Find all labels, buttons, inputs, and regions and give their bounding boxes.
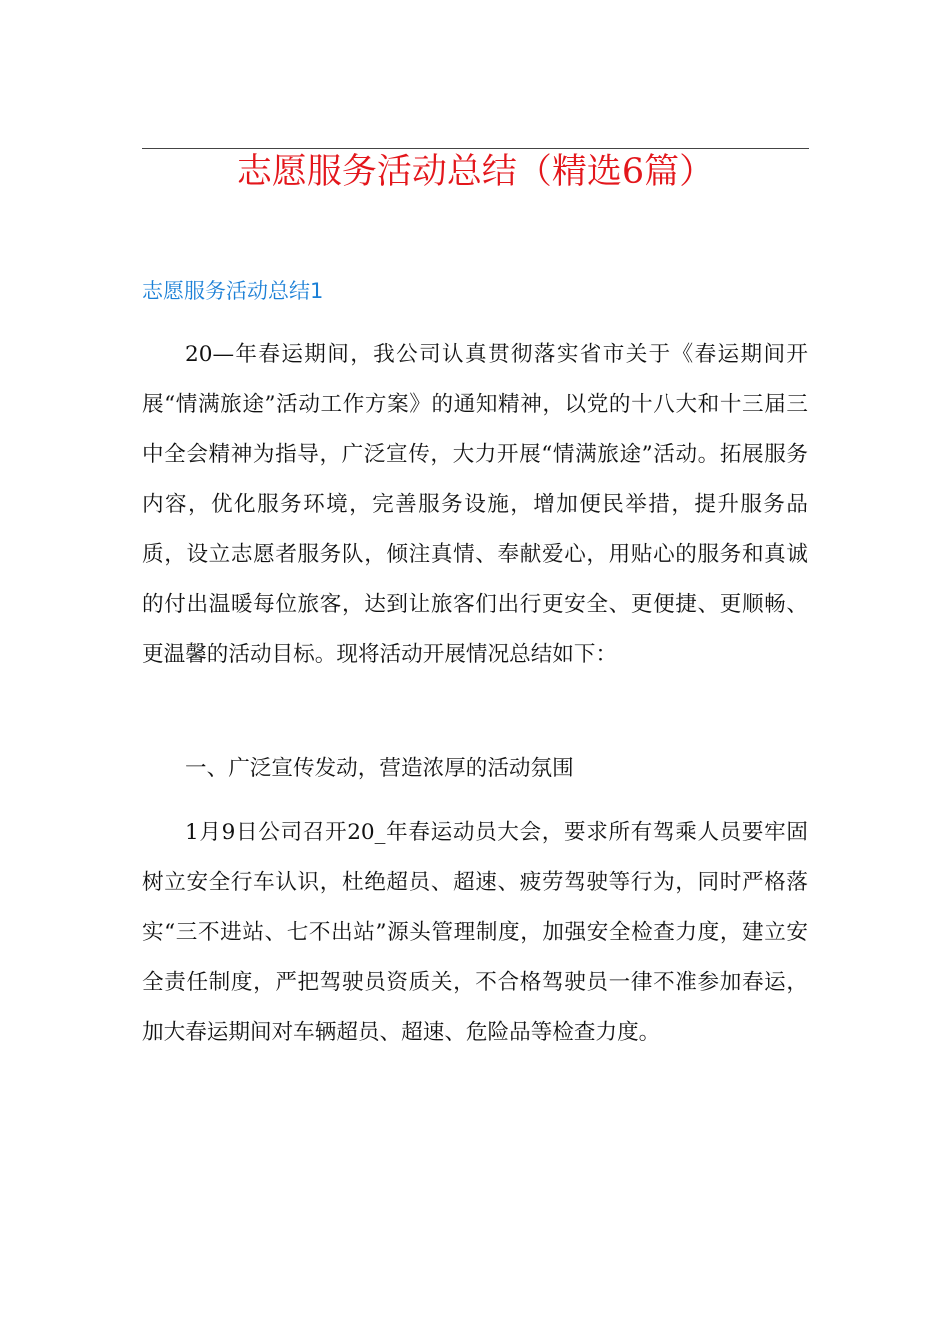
document-title: 志愿服务活动总结（精选6篇） — [236, 152, 715, 192]
body-paragraph-2: 1月9日公司召开20_年春运动员大会，要求所有驾乘人员要牢固树立安全行车认识，杜绝超员、超速、疲劳驾驶等行为，同时严格落实“三不进站、七不出站”源头管理制度，加强安全检查力度，建立安全责任制度，严把驾驶员资质关，不合格驾驶员一律不准参加春运，加大春运期间对车辆超员、超速、危险品等检查力度。 — [142, 820, 808, 1045]
section-heading: 志愿服务活动总结1 — [142, 279, 324, 303]
body-paragraph-1: 20—年春运期间，我公司认真贯彻落实省市关于《春运期间开展“情满旅途”活动工作方案》的通知精神，以党的十八大和十三届三中全会精神为指导，广泛宣传，大力开展“情满旅途”活动。拓展服务内容，优化服务环境，完善服务设施，增加便民举措，提升服务品质，设立志愿者服务队，倾注真情、奉献爱心，用贴心的服务和真诚的付出温暖每位旅客，达到让旅客们出行更安全、更便捷、更顺畅、更温馨的活动目标。现将活动开展情况总结如下： — [142, 342, 808, 667]
sub-heading-1: 一、广泛宣传发动，营造浓厚的活动氛围 — [185, 756, 574, 781]
